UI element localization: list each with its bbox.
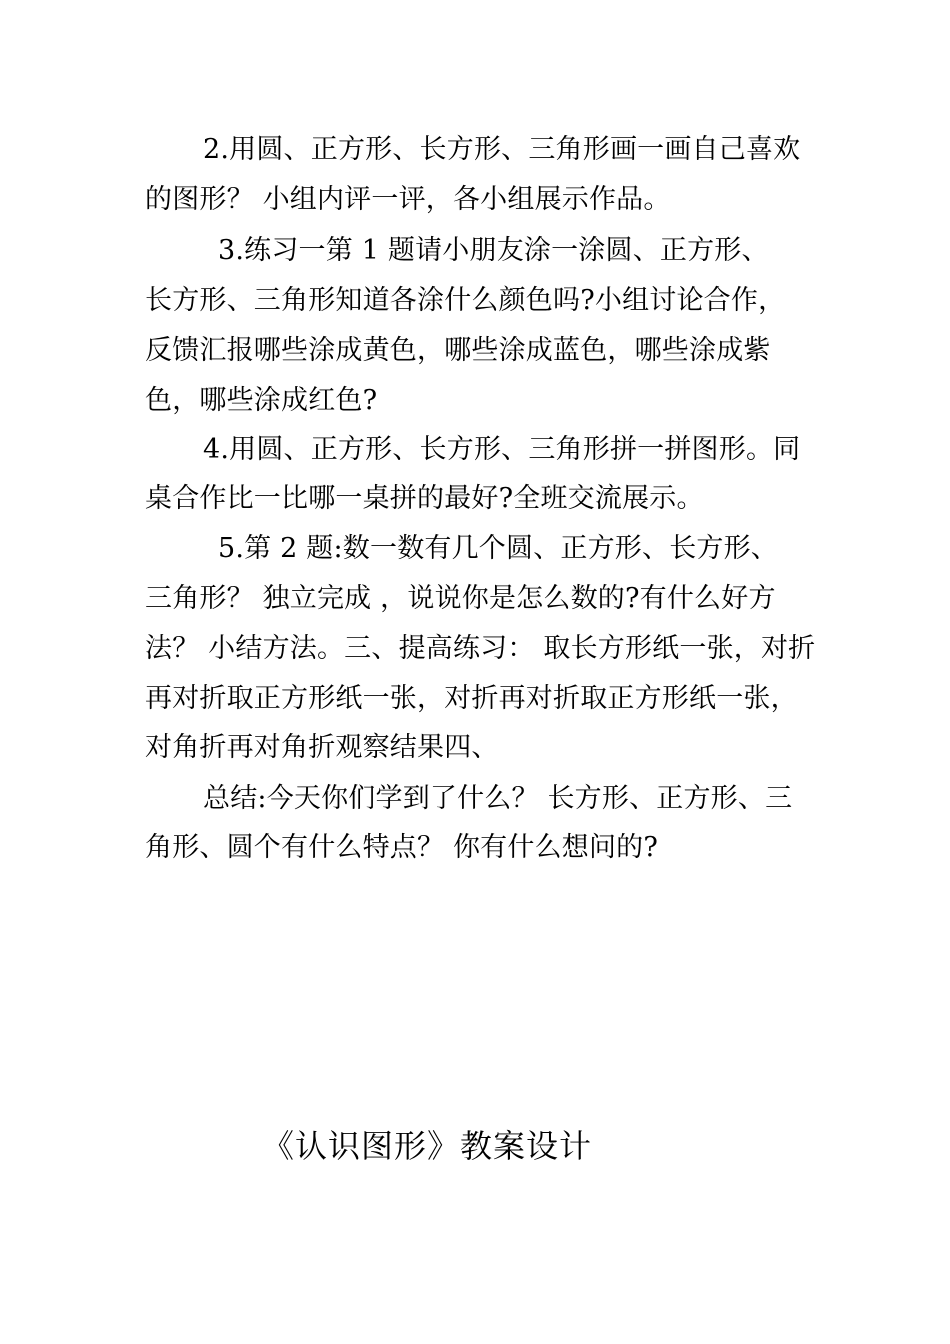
paragraph-line: 4.用圆、正方形、长方形、三角形拼一拼图形。同	[203, 434, 801, 465]
paragraph-line: 5.第 2 题:数一数有几个圆、正方形、长方形、	[218, 533, 778, 564]
paragraph-line: 桌合作比一比哪一桌拼的最好?全班交流展示。	[145, 483, 704, 514]
paragraph-line: 对角折再对角折观察结果四、	[145, 732, 499, 763]
paragraph-line: 2.用圆、正方形、长方形、三角形画一画自己喜欢	[203, 134, 801, 165]
paragraph-line: 三角形？ 独立完成 ，说说你是怎么数的?有什么好方	[145, 583, 776, 614]
document-title: 《认识图形》教案设计	[262, 1127, 593, 1165]
paragraph-line: 再对折取正方形纸一张，对折再对折取正方形纸一张，	[145, 683, 798, 714]
paragraph-line: 法？ 小结方法。三、提高练习： 取长方形纸一张，对折	[145, 633, 816, 664]
paragraph-line: 总结:今天你们学到了什么？ 长方形、正方形、三	[203, 783, 793, 814]
paragraph-line: 角形、圆个有什么特点？ 你有什么想问的?	[145, 832, 659, 863]
paragraph-line: 长方形、三角形知道各涂什么颜色吗?小组讨论合作，	[145, 285, 786, 316]
paragraph-line: 的图形？ 小组内评一评，各小组展示作品。	[145, 184, 671, 215]
paragraph-line: 3.练习一第 1 题请小朋友涂一涂圆、正方形、	[218, 235, 769, 266]
paragraph-line: 反馈汇报哪些涂成黄色，哪些涂成蓝色，哪些涂成紫	[145, 335, 771, 366]
paragraph-line: 色，哪些涂成红色?	[145, 385, 378, 416]
